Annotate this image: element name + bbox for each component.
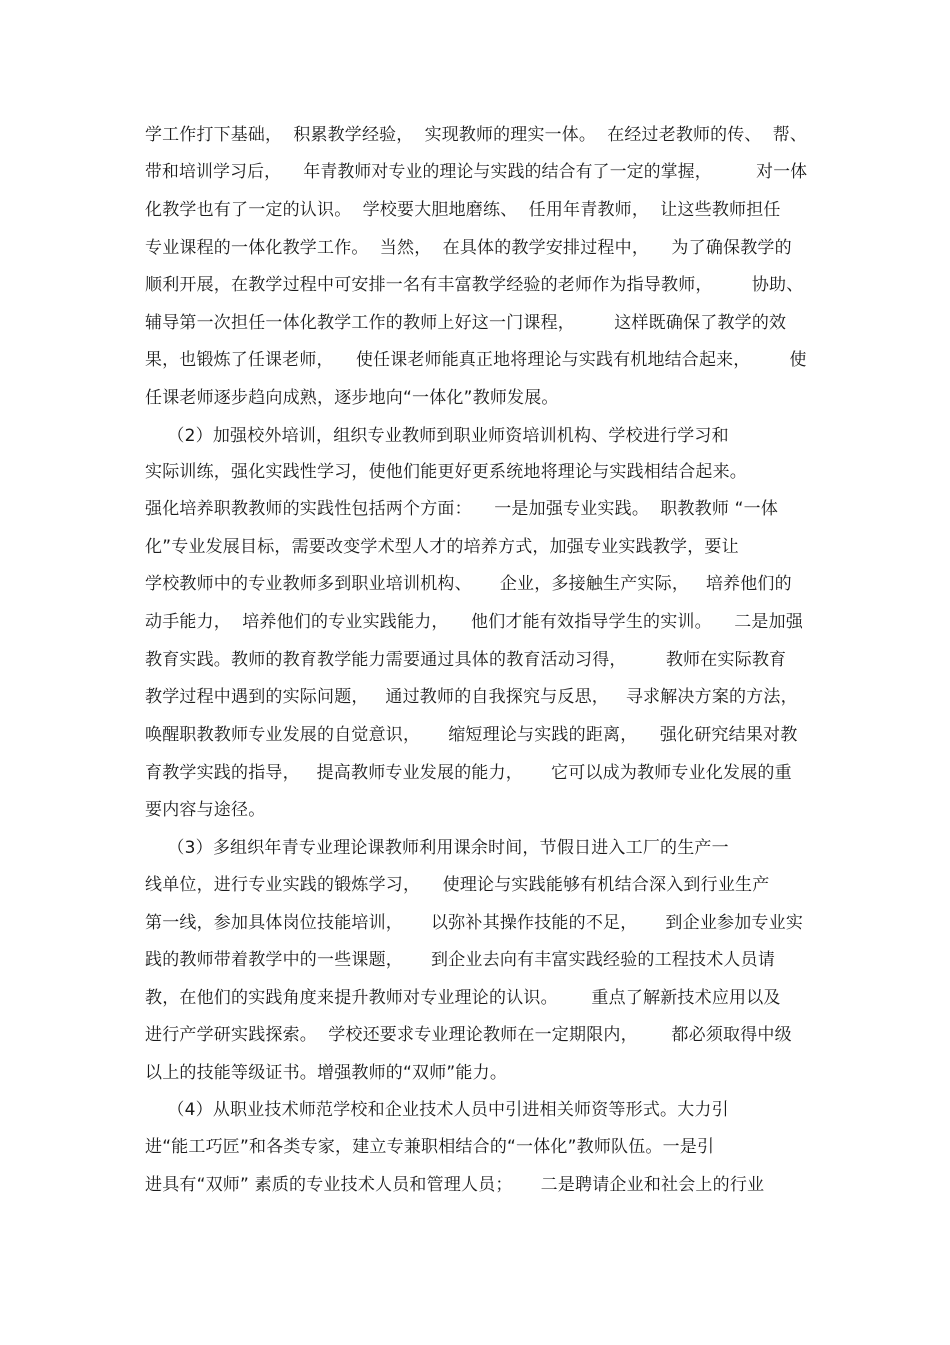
text-line: 进行产学研实践探索。 学校还要求专业理论教师在一定期限内， 都必须取得中级 <box>145 1025 792 1045</box>
paragraph-4-start: （4）从职业技术师范学校和企业技术人员中引进相关师资等形式。大力引 <box>145 1100 729 1120</box>
text-line: 育教学实践的指导， 提高教师专业发展的能力， 它可以成为教师专业化发展的重 <box>145 763 792 783</box>
text-line: 教育实践。教师的教育教学能力需要通过具体的教育活动习得， 教师在实际教育 <box>145 650 787 670</box>
text-line: 动手能力， 培养他们的专业实践能力， 他们才能有效指导学生的实训。 二是加强 <box>145 612 804 632</box>
text-line: 教，在他们的实践角度来提升教师对专业理论的认识。 重点了解新技术应用以及 <box>145 988 781 1008</box>
text-line: 第一线，参加具体岗位技能培训， 以弥补其操作技能的不足， 到企业参加专业实 <box>145 913 804 933</box>
text-line: 教学过程中遇到的实际问题， 通过教师的自我探究与反思， 寻求解决方案的方法， <box>145 687 798 707</box>
text-line: 任课老师逐步趋向成熟，逐步地向“一体化”教师发展。 <box>145 388 559 408</box>
text-line: 学工作打下基础， 积累教学经验， 实现教师的理实一体。 在经过老教师的传、 帮、 <box>145 125 808 145</box>
text-line: 强化培养职教教师的实践性包括两个方面： 一是加强专业实践。 职教教师 “一体 <box>145 499 779 519</box>
text-line: 果，也锻炼了任课老师， 使任课老师能真正地将理论与实践有机地结合起来， 使 <box>145 350 807 370</box>
text-line: 学校教师中的专业教师多到职业培训机构、 企业，多接触生产实际， 培养他们的 <box>145 574 792 594</box>
text-line: 专业课程的一体化教学工作。 当然， 在具体的教学安排过程中， 为了确保教学的 <box>145 238 792 258</box>
text-line: 进具有“双师” 素质的专业技术人员和管理人员； 二是聘请企业和社会上的行业 <box>145 1175 765 1195</box>
paragraph-2-start: （2）加强校外培训，组织专业教师到职业师资培训机构、学校进行学习和 <box>145 426 729 446</box>
text-line: 实际训练，强化实践性学习，使他们能更好更系统地将理论与实践相结合起来。 <box>145 462 747 482</box>
text-line: 要内容与途径。 <box>145 800 266 820</box>
text-line: 带和培训学习后， 年青教师对专业的理论与实践的结合有了一定的掌握， 对一体 <box>145 162 808 182</box>
text-line: 唤醒职教教师专业发展的自觉意识， 缩短理论与实践的距离， 强化研究结果对教 <box>145 725 798 745</box>
text-line: 践的教师带着教学中的一些课题， 到企业去向有丰富实践经验的工程技术人员请 <box>145 950 776 970</box>
text-line: 线单位，进行专业实践的锻炼学习， 使理论与实践能够有机结合深入到行业生产 <box>145 875 770 895</box>
paragraph-3-start: （3）多组织年青专业理论课教师利用课余时间，节假日进入工厂的生产一 <box>145 838 729 858</box>
text-line: 化教学也有了一定的认识。 学校要大胆地磨练、 任用年青教师， 让这些教师担任 <box>145 200 781 220</box>
text-line: 进“能工巧匠”和各类专家，建立专兼职相结合的“一体化”教师队伍。一是引 <box>145 1137 715 1157</box>
text-line: 辅导第一次担任一体化教学工作的教师上好这一门课程， 这样既确保了教学的效 <box>145 313 787 333</box>
text-line: 顺利开展，在教学过程中可安排一名有丰富教学经验的老师作为指导教师， 协助、 <box>145 275 804 295</box>
text-line: 以上的技能等级证书。增强教师的“双师”能力。 <box>145 1063 508 1083</box>
text-line: 化”专业发展目标，需要改变学术型人才的培养方式，加强专业实践教学，要让 <box>145 537 739 557</box>
